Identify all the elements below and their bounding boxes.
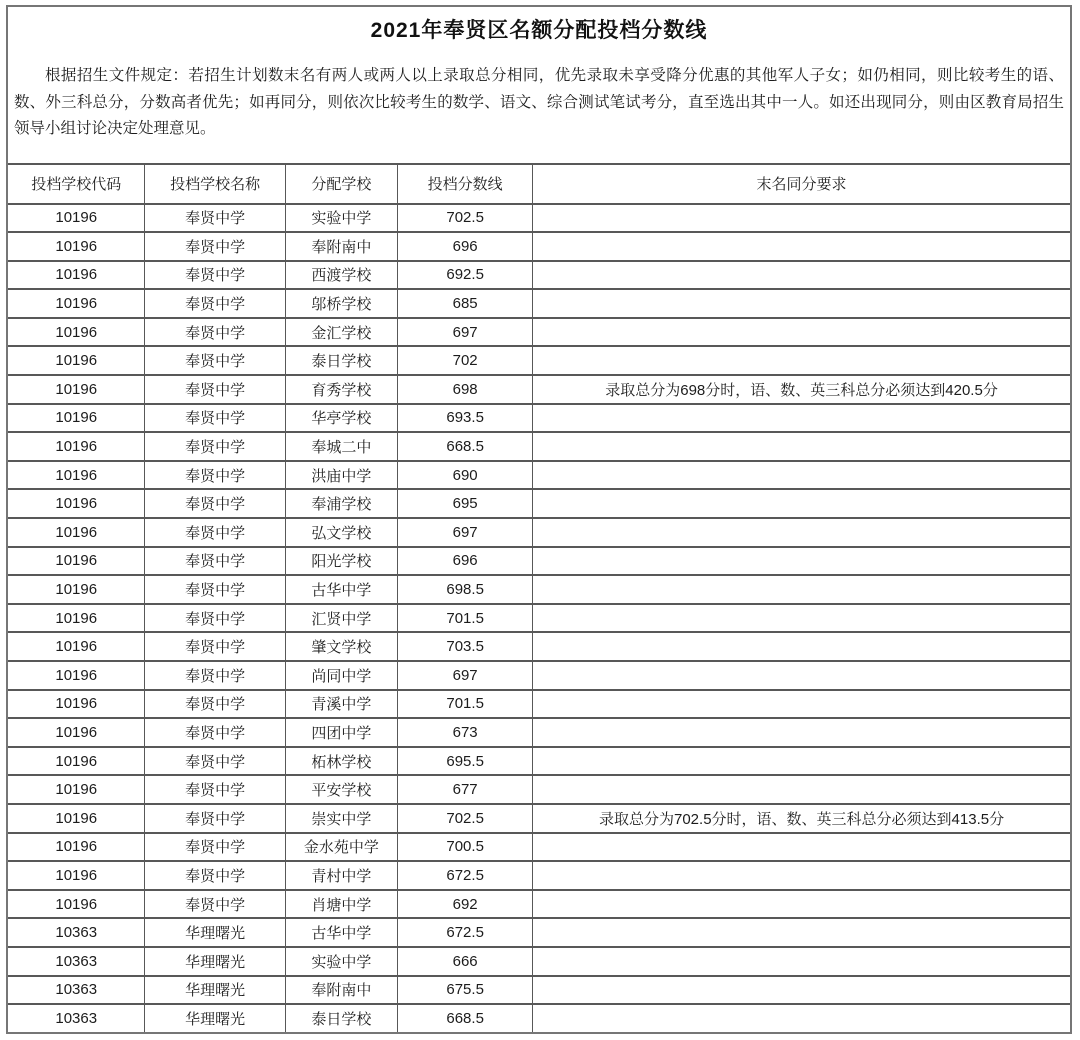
cell-tie-requirement [533, 632, 1070, 661]
cell-school-code: 10196 [8, 833, 145, 862]
cell-school-name: 奉贤中学 [145, 690, 285, 719]
cell-score-line: 698 [398, 375, 533, 404]
cell-school-name: 华理曙光 [145, 918, 285, 947]
cell-score-line: 697 [398, 661, 533, 690]
cell-score-line: 696 [398, 547, 533, 576]
cell-score-line: 692 [398, 890, 533, 919]
header-school-code: 投档学校代码 [8, 164, 145, 204]
cell-school-name: 华理曙光 [145, 976, 285, 1005]
cell-allocated-school: 华亭学校 [285, 404, 398, 433]
cell-school-name: 奉贤中学 [145, 461, 285, 490]
cell-score-line: 700.5 [398, 833, 533, 862]
cell-allocated-school: 青溪中学 [285, 690, 398, 719]
cell-school-code: 10196 [8, 775, 145, 804]
cell-school-code: 10196 [8, 375, 145, 404]
cell-school-name: 奉贤中学 [145, 432, 285, 461]
table-row [8, 718, 1070, 747]
table-row [8, 289, 1070, 318]
cell-allocated-school: 青村中学 [285, 861, 398, 890]
cell-allocated-school: 泰日学校 [285, 346, 398, 375]
cell-school-name: 奉贤中学 [145, 804, 285, 833]
cell-allocated-school: 尚同中学 [285, 661, 398, 690]
cell-allocated-school: 古华中学 [285, 918, 398, 947]
cell-allocated-school: 洪庙中学 [285, 461, 398, 490]
cell-tie-requirement [533, 690, 1070, 719]
cell-allocated-school: 奉浦学校 [285, 489, 398, 518]
cell-school-code: 10196 [8, 289, 145, 318]
table-row [8, 661, 1070, 690]
cell-school-code: 10363 [8, 918, 145, 947]
table-row [8, 775, 1070, 804]
cell-tie-requirement [533, 204, 1070, 233]
table-row [8, 690, 1070, 719]
cell-score-line: 666 [398, 947, 533, 976]
cell-school-code: 10196 [8, 718, 145, 747]
cell-tie-requirement [533, 289, 1070, 318]
cell-school-name: 奉贤中学 [145, 661, 285, 690]
table-row [8, 432, 1070, 461]
table-row [8, 346, 1070, 375]
table-row [8, 232, 1070, 261]
cell-score-line: 677 [398, 775, 533, 804]
header-allocated-school: 分配学校 [285, 164, 398, 204]
cell-score-line: 702.5 [398, 204, 533, 233]
cell-allocated-school: 实验中学 [285, 204, 398, 233]
cell-score-line: 698.5 [398, 575, 533, 604]
cell-school-code: 10196 [8, 632, 145, 661]
table-row [8, 404, 1070, 433]
table-row [8, 918, 1070, 947]
header-tie-requirement: 末名同分要求 [533, 164, 1070, 204]
cell-allocated-school: 实验中学 [285, 947, 398, 976]
cell-tie-requirement: 录取总分为698分时，语、数、英三科总分必须达到420.5分 [533, 375, 1070, 404]
cell-score-line: 702.5 [398, 804, 533, 833]
cell-tie-requirement [533, 747, 1070, 776]
cell-tie-requirement [533, 661, 1070, 690]
cell-school-code: 10196 [8, 661, 145, 690]
cell-score-line: 675.5 [398, 976, 533, 1005]
cell-allocated-school: 西渡学校 [285, 261, 398, 290]
cell-tie-requirement [533, 461, 1070, 490]
document-frame [6, 5, 1072, 1034]
table-row [8, 804, 1070, 833]
cell-school-name: 奉贤中学 [145, 604, 285, 633]
cell-score-line: 672.5 [398, 861, 533, 890]
cell-score-line: 697 [398, 518, 533, 547]
table-header-row [8, 164, 1070, 204]
cell-tie-requirement [533, 775, 1070, 804]
cell-allocated-school: 肖塘中学 [285, 890, 398, 919]
cell-school-name: 奉贤中学 [145, 575, 285, 604]
cell-school-code: 10196 [8, 204, 145, 233]
cell-allocated-school: 阳光学校 [285, 547, 398, 576]
cell-school-name: 奉贤中学 [145, 232, 285, 261]
table-row [8, 976, 1070, 1005]
cell-tie-requirement [533, 976, 1070, 1005]
cell-school-code: 10196 [8, 318, 145, 347]
cell-score-line: 703.5 [398, 632, 533, 661]
cell-school-name: 奉贤中学 [145, 404, 285, 433]
table-row [8, 461, 1070, 490]
cell-score-line: 702 [398, 346, 533, 375]
cell-allocated-school: 汇贤中学 [285, 604, 398, 633]
cell-score-line: 692.5 [398, 261, 533, 290]
cell-tie-requirement [533, 318, 1070, 347]
cell-allocated-school: 柘林学校 [285, 747, 398, 776]
cell-school-name: 奉贤中学 [145, 632, 285, 661]
cell-school-name: 华理曙光 [145, 947, 285, 976]
cell-tie-requirement [533, 947, 1070, 976]
table-row [8, 833, 1070, 862]
table-row [8, 204, 1070, 233]
cell-allocated-school: 四团中学 [285, 718, 398, 747]
cell-score-line: 695 [398, 489, 533, 518]
cell-school-code: 10196 [8, 861, 145, 890]
cell-school-code: 10363 [8, 947, 145, 976]
cell-school-code: 10196 [8, 232, 145, 261]
cell-school-code: 10363 [8, 1004, 145, 1032]
notice-paragraph: 根据招生文件规定：若招生计划数末名有两人或两人以上录取总分相同，优先录取未享受降分优惠的其他军人子女；如仍相同，则比较考生的语、数、外三科总分，分数高者优先；如再同分，则依次比较考生的数学、语文、综合测试笔试考分，直至选出其中一人。如还出现同分，则由区教育局招生领导小组讨论决定处理意见。 [14, 67, 1064, 137]
cell-school-code: 10196 [8, 575, 145, 604]
cell-school-code: 10363 [8, 976, 145, 1005]
cell-school-name: 奉贤中学 [145, 833, 285, 862]
cell-tie-requirement [533, 833, 1070, 862]
cell-tie-requirement: 录取总分为702.5分时，语、数、英三科总分必须达到413.5分 [533, 804, 1070, 833]
cell-tie-requirement [533, 718, 1070, 747]
cell-allocated-school: 崇实中学 [285, 804, 398, 833]
cell-score-line: 690 [398, 461, 533, 490]
cell-allocated-school: 育秀学校 [285, 375, 398, 404]
table-row [8, 261, 1070, 290]
table-row [8, 375, 1070, 404]
table-row [8, 318, 1070, 347]
cell-allocated-school: 金水苑中学 [285, 833, 398, 862]
table-row [8, 1004, 1070, 1032]
cell-school-name: 奉贤中学 [145, 289, 285, 318]
cell-school-code: 10196 [8, 690, 145, 719]
cell-allocated-school: 平安学校 [285, 775, 398, 804]
cell-school-code: 10196 [8, 261, 145, 290]
table-row [8, 632, 1070, 661]
cell-tie-requirement [533, 489, 1070, 518]
cell-allocated-school: 金汇学校 [285, 318, 398, 347]
cell-allocated-school: 奉城二中 [285, 432, 398, 461]
cell-school-name: 奉贤中学 [145, 547, 285, 576]
cell-allocated-school: 泰日学校 [285, 1004, 398, 1032]
cell-school-code: 10196 [8, 747, 145, 776]
table-row [8, 489, 1070, 518]
cell-allocated-school: 古华中学 [285, 575, 398, 604]
cell-school-name: 奉贤中学 [145, 489, 285, 518]
table-row [8, 575, 1070, 604]
table-row [8, 861, 1070, 890]
header-score-line: 投档分数线 [398, 164, 533, 204]
cell-allocated-school: 奉附南中 [285, 232, 398, 261]
cell-score-line: 696 [398, 232, 533, 261]
cell-school-code: 10196 [8, 461, 145, 490]
table-row [8, 604, 1070, 633]
cell-tie-requirement [533, 261, 1070, 290]
cell-school-name: 奉贤中学 [145, 204, 285, 233]
cell-score-line: 673 [398, 718, 533, 747]
table-row [8, 890, 1070, 919]
cell-tie-requirement [533, 547, 1070, 576]
cell-score-line: 701.5 [398, 604, 533, 633]
cell-score-line: 695.5 [398, 747, 533, 776]
cell-school-code: 10196 [8, 346, 145, 375]
page-title: 2021年奉贤区名额分配投档分数线 [370, 19, 708, 42]
table-body [8, 204, 1070, 1032]
cell-school-code: 10196 [8, 518, 145, 547]
table-row [8, 518, 1070, 547]
cell-school-name: 奉贤中学 [145, 890, 285, 919]
cell-tie-requirement [533, 604, 1070, 633]
score-line-table [8, 163, 1070, 1032]
cell-tie-requirement [533, 518, 1070, 547]
cell-school-name: 奉贤中学 [145, 861, 285, 890]
cell-school-name: 奉贤中学 [145, 261, 285, 290]
cell-school-name: 华理曙光 [145, 1004, 285, 1032]
cell-allocated-school: 邬桥学校 [285, 289, 398, 318]
cell-tie-requirement [533, 232, 1070, 261]
cell-school-name: 奉贤中学 [145, 518, 285, 547]
cell-tie-requirement [533, 575, 1070, 604]
cell-school-code: 10196 [8, 432, 145, 461]
cell-school-name: 奉贤中学 [145, 718, 285, 747]
cell-tie-requirement [533, 346, 1070, 375]
cell-tie-requirement [533, 861, 1070, 890]
table-row [8, 747, 1070, 776]
cell-tie-requirement [533, 1004, 1070, 1032]
cell-score-line: 668.5 [398, 432, 533, 461]
cell-allocated-school: 奉附南中 [285, 976, 398, 1005]
cell-school-code: 10196 [8, 804, 145, 833]
cell-score-line: 685 [398, 289, 533, 318]
cell-score-line: 672.5 [398, 918, 533, 947]
header-school-name: 投档学校名称 [145, 164, 285, 204]
cell-school-name: 奉贤中学 [145, 346, 285, 375]
cell-score-line: 693.5 [398, 404, 533, 433]
cell-tie-requirement [533, 918, 1070, 947]
cell-score-line: 701.5 [398, 690, 533, 719]
cell-school-code: 10196 [8, 547, 145, 576]
cell-school-name: 奉贤中学 [145, 318, 285, 347]
cell-score-line: 697 [398, 318, 533, 347]
cell-school-code: 10196 [8, 890, 145, 919]
cell-tie-requirement [533, 432, 1070, 461]
cell-score-line: 668.5 [398, 1004, 533, 1032]
table-row [8, 947, 1070, 976]
cell-tie-requirement [533, 890, 1070, 919]
cell-allocated-school: 肇文学校 [285, 632, 398, 661]
cell-school-name: 奉贤中学 [145, 775, 285, 804]
cell-school-name: 奉贤中学 [145, 375, 285, 404]
cell-school-code: 10196 [8, 404, 145, 433]
table-row [8, 547, 1070, 576]
cell-school-code: 10196 [8, 604, 145, 633]
cell-tie-requirement [533, 404, 1070, 433]
cell-school-code: 10196 [8, 489, 145, 518]
cell-school-name: 奉贤中学 [145, 747, 285, 776]
cell-allocated-school: 弘文学校 [285, 518, 398, 547]
